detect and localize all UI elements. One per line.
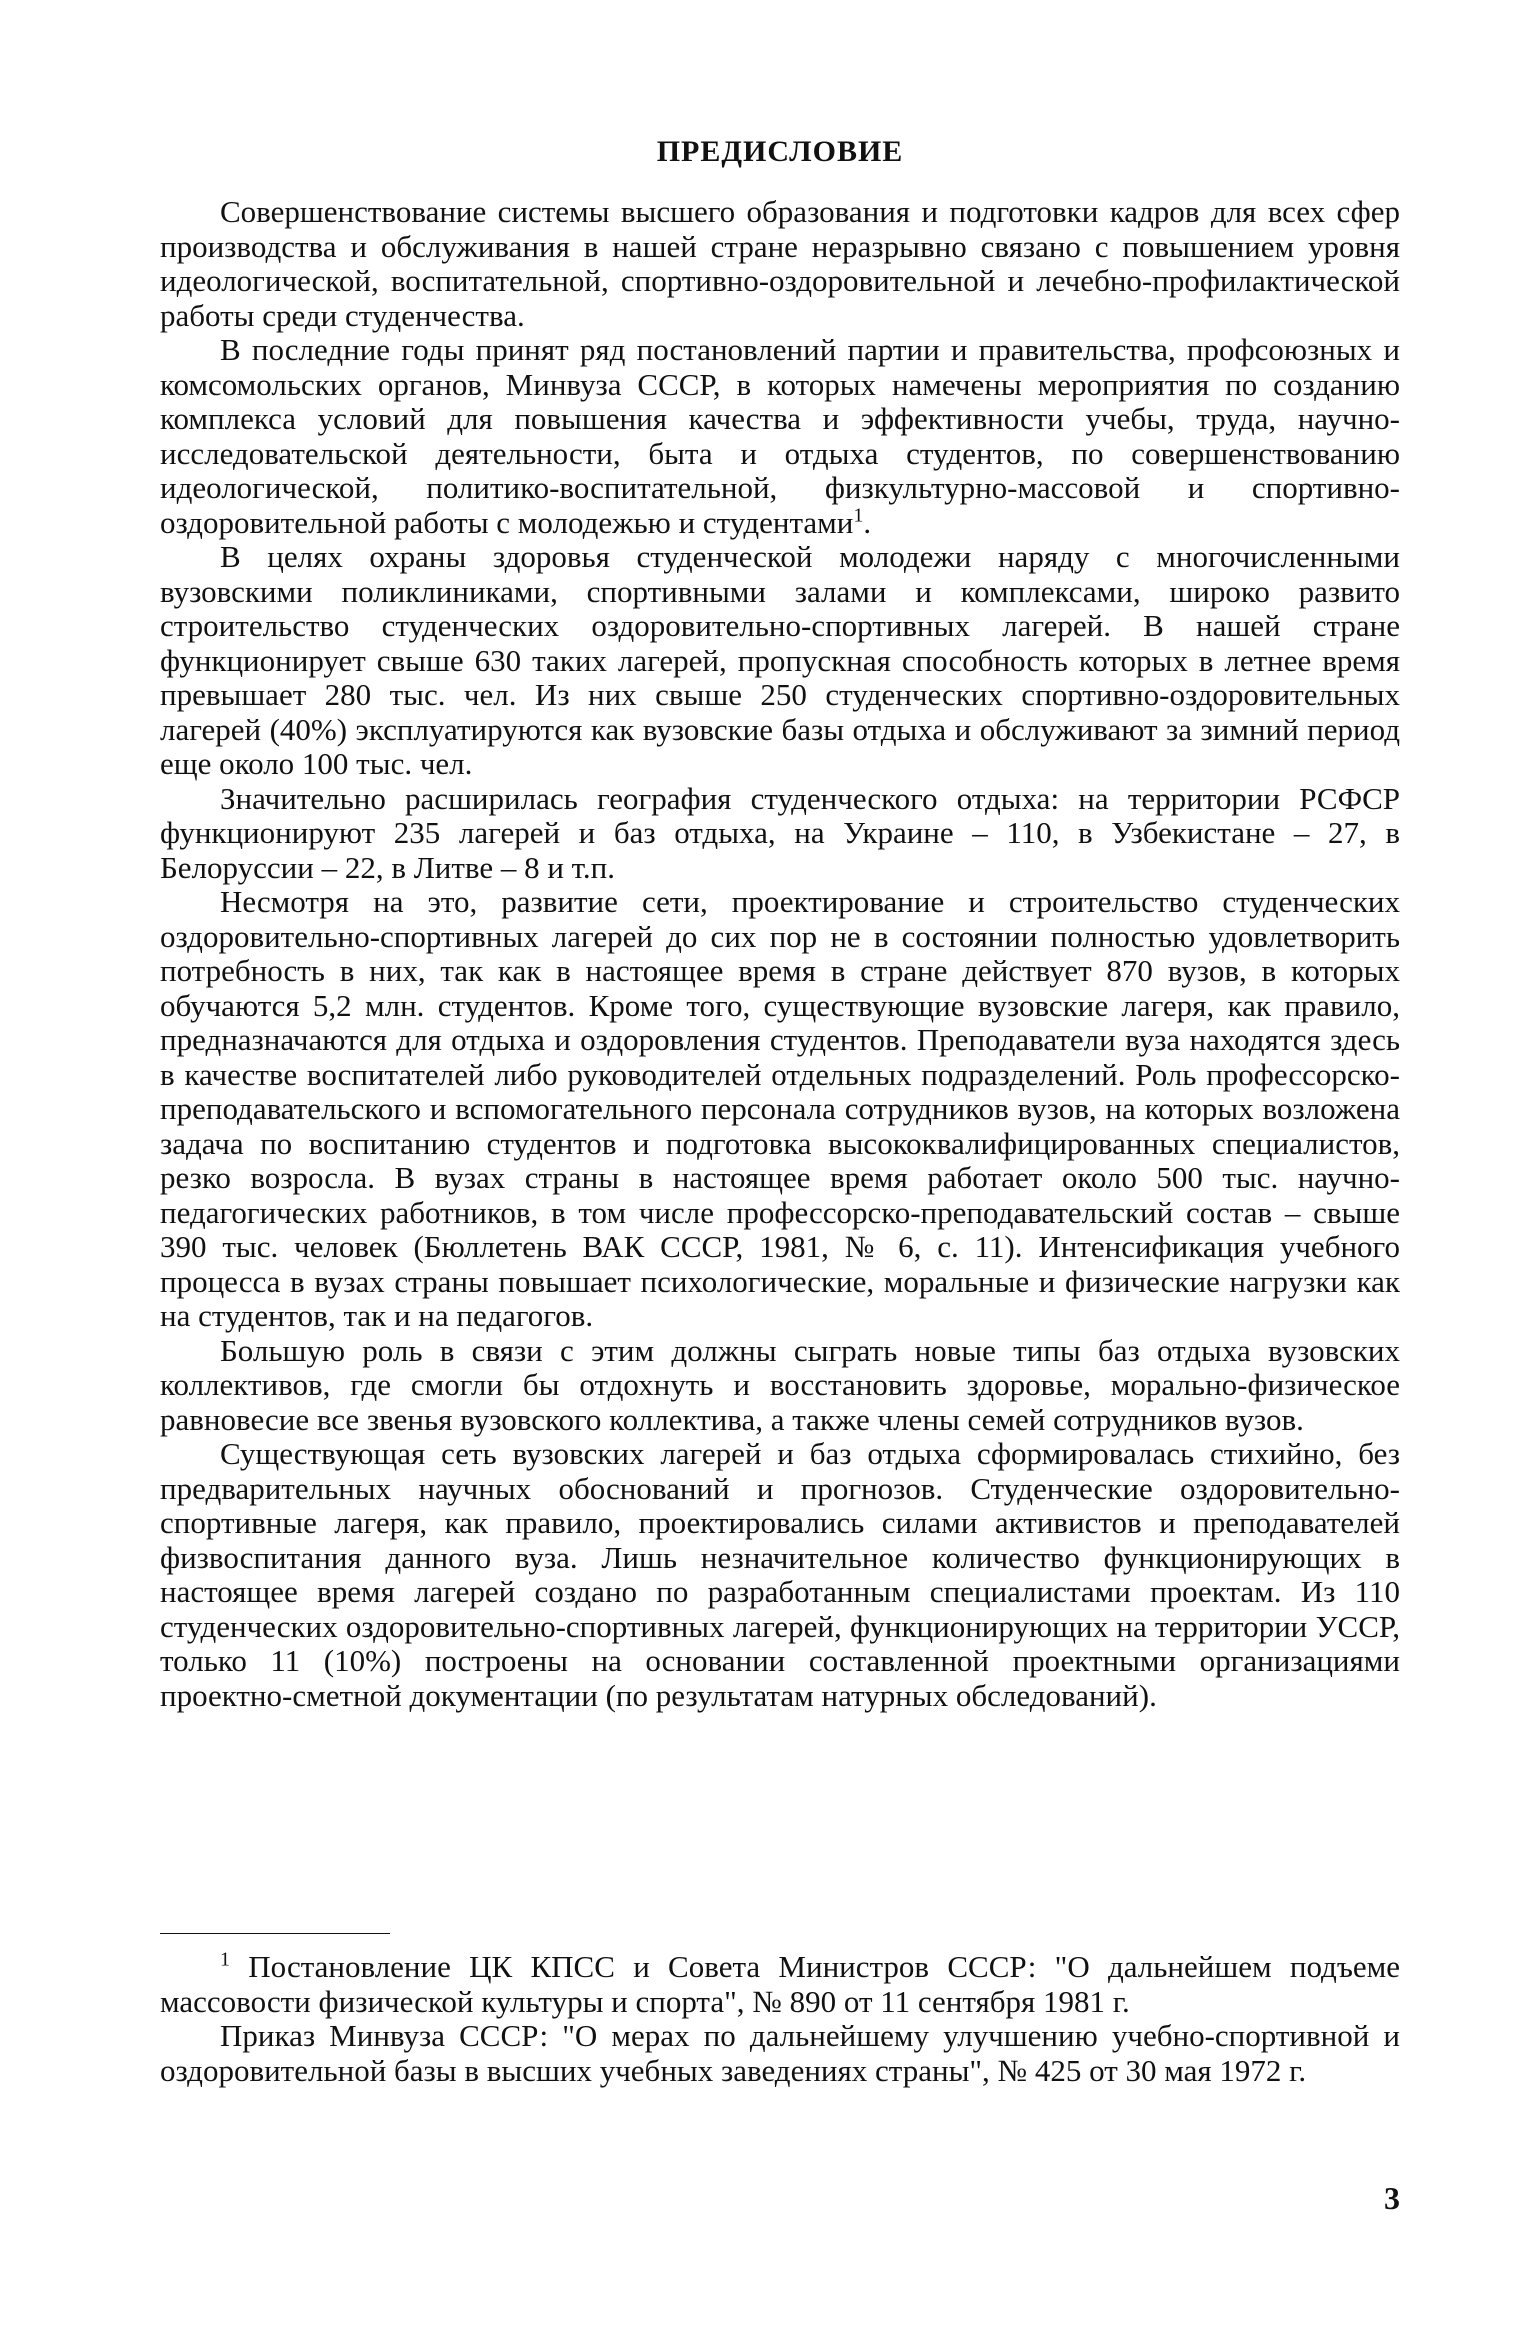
footnotes: [160, 1950, 1400, 2088]
footnote-mark: 1: [220, 1948, 230, 1971]
paragraph-3: В целях охраны здоровья студенческой молодежи наряду с многочисленными вузовскими поликлиниками, спортивными залами и комплексами, широко развито строительство студенческих оздоровительно-спортивных лагерей. В нашей стране функционирует свыше 630 таких лагерей, пропускная способность которых в летнее время превышает 280 тыс. чел. Из них свыше 250 студенческих спортивно-оздоровительных лагерей (40%) эксплуатируются как вузовские базы отдыха и обслуживают за зимний период еще около 100 тыс. чел.: [160, 539, 1400, 781]
page-title: ПРЕДИСЛОВИЕ: [656, 135, 904, 168]
footnote-1: [160, 1950, 1400, 2019]
footnote-1-text: Постановление ЦК КПСС и Совета Министров СССР: "О дальнейшем подъеме массовости физической культуры и спорта", № 890 от 11 сентября 1981 г.: [160, 1949, 1401, 2019]
paragraph-6: Большую роль в связи с этим должны сыграть новые типы баз отдыха вузовских коллективов, где смогли бы отдохнуть и восстановить здоровье, морально-физическое равновесие все звенья вузовского коллектива, а также члены семей сотрудников вузов.: [160, 1332, 1400, 1437]
footnote-ref: 1: [853, 504, 864, 527]
page-number: 3: [1384, 2180, 1400, 2216]
footnote-2: Приказ Минвуза СССР: "О мерах по дальнейшему улучшению учебно-спортивной и оздоровительной базы в высших учебных заведениях страны", № 425 от 30 мая 1972 г.: [160, 2018, 1400, 2088]
paragraph-2: [160, 333, 1400, 540]
paragraph-7: Существующая сеть вузовских лагерей и баз отдыха сформировалась стихийно, без предварительных научных обоснований и прогнозов. Студенческие оздоровительно-спортивные лагеря, как правило, проектировались силами активистов и преподавателей физвоспитания данного вуза. Лишь незначительное количество функционирующих в настоящее время лагерей создано по разработанным специалистами проектам. Из 110 студенческих оздоровительно-спортивных лагерей, функционирующих на территории УССР, только 11 (10%) построены на основании составленной проектными организациями проектно-сметной документации (по результатам натурных обследований).: [160, 1436, 1400, 1713]
body-text: [160, 195, 1400, 1713]
paragraph-2-text: В последние годы принят ряд постановлений партии и правительства, профсоюзных и комсомольских органов, Минвуза СССР, в которых намечены мероприятия по созданию комплекса условий для повышения качества и эффективности учебы, труда, научно-исследовательской деятельности, быта и отдыха студентов, по совершенствованию идеологической, политико-воспитательной, физкультурно-массовой и спортивно-оздоровительной работы с молодежью и студентами: [160, 332, 1400, 540]
paragraph-2-end: .: [863, 504, 872, 540]
paragraph-4: Значительно расширилась география студенческого отдыха: на территории РСФСР функционируют 235 лагерей и баз отдыха, на Украине – 110, в Узбекистане – 27, в Белоруссии – 22, в Литве – 8 и т.п.: [160, 780, 1400, 885]
paragraph-5: Несмотря на это, развитие сети, проектирование и строительство студенческих оздоровительно-спортивных лагерей до сих пор не в состоянии полностью удовлетворить потребность в них, так как в настоящее время в стране действует 870 вузов, в которых обучаются 5,2 млн. студентов. Кроме того, существующие вузовские лагеря, как правило, предназначаются для отдыха и оздоровления студентов. Преподаватели вуза находятся здесь в качестве воспитателей либо руководителей отдельных подразделений. Роль профессорско-преподавательского и вспомогательного персонала сотрудников вузов, на которых возложена задача по воспитанию студентов и подготовка высококвалифицированных специалистов, резко возросла. В вузах страны в настоящее время работает около 500 тыс. научно-педагогических работников, в том числе профессорско-преподавательский состав – свыше 390 тыс. человек (Бюллетень ВАК СССР, 1981, № 6, с. 11). Интенсификация учебного процесса в вузах страны повышает психологические, моральные и физические нагрузки как на студентов, так и на педагогов.: [160, 884, 1400, 1333]
paragraph-1: Совершенствование системы высшего образования и подготовки кадров для всех сфер производства и обслуживания в нашей стране неразрывно связано с повышением уровня идеологической, воспитательной, спортивно-оздоровительной и лечебно-профилактической работы среди студенчества.: [160, 194, 1400, 333]
footnote-divider: [160, 1933, 390, 1934]
